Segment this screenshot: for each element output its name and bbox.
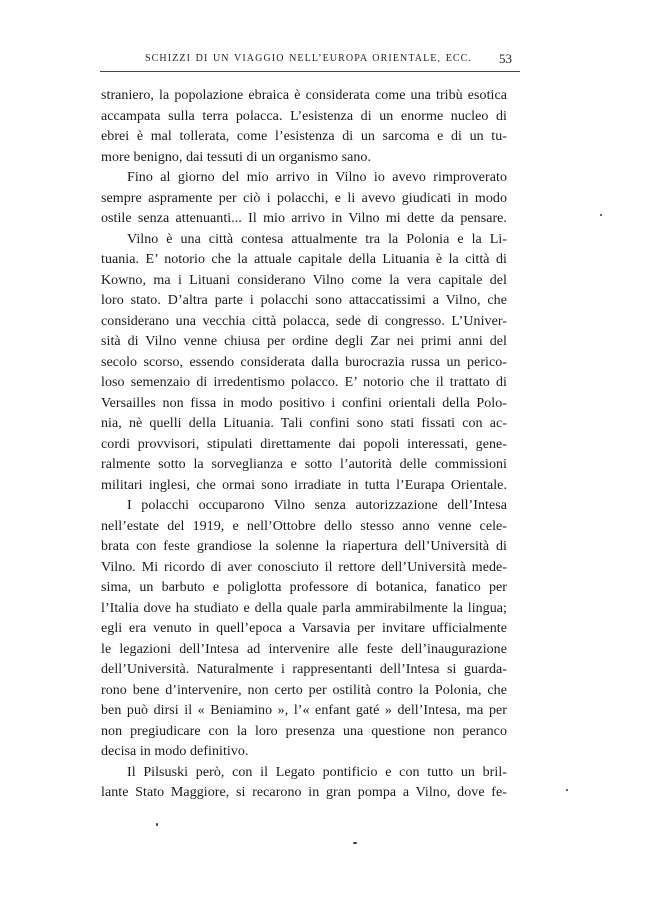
text-line: nell’estate del 1919, e nell’Ottobre dello stesso anno venne cele- <box>101 518 507 534</box>
text-line: Versailles non fissa in modo positivo i confini orientali della Polo- <box>101 395 507 411</box>
text-line: sità di Vilno venne chiusa per ordine degli Zar nei primi anni del <box>101 334 507 349</box>
text-line: Il Pilsuski però, con il Legato pontificio e con tutto un bril- <box>127 764 507 780</box>
text-line: le legazioni dell’Intesa ad intervenire alle feste dell’inaugurazione <box>101 641 507 657</box>
header-rule <box>100 71 520 72</box>
running-title: SCHIZZI DI UN VIAGGIO NELL’EUROPA ORIENTALE, ECC. <box>145 53 473 64</box>
text-line: sima, un barbuto e poliglotta professore di botanica, fanatico per <box>101 580 507 595</box>
text-line: ebrei è mal tollerata, come l’esistenza di un sarcoma e di un tu- <box>101 129 507 144</box>
running-header <box>100 50 520 74</box>
text-line: cordi provvisori, stipulati direttamente dai popoli interessati, gene- <box>101 436 507 452</box>
text-line: considerano una vecchia città polacca, sede di congresso. L’Univer- <box>101 313 507 329</box>
text-line: l’Italia dove ha studiato e della quale parla ammirabilmente la lingua; <box>101 600 507 616</box>
print-speck <box>353 842 357 844</box>
print-speck <box>566 789 568 791</box>
text-line: I polacchi occuparono Vilno senza autorizzazione dell’Intesa <box>127 498 507 513</box>
text-line: sempre aspramente per ciò i polacchi, e li avevo giudicati in modo <box>101 190 507 206</box>
text-line: militari inglesi, che ormai sono irradiate in tutta l’Eurapa Orientale. <box>101 477 507 493</box>
text-line: loso semenzaio di irredentismo polacco. E’ notorio che il trattato di <box>101 375 507 390</box>
text-line: rono bene d’intervenire, non certo per ostilità contro la Polonia, che <box>101 682 507 698</box>
text-line: Vilno è una città contesa attualmente tra la Polonia e la Li- <box>127 231 507 247</box>
text-line: Vilno. Mi ricordo di aver conosciuto il rettore dell’Università mede- <box>101 559 507 575</box>
text-line: straniero, la popolazione ebraica è considerata come una tribù esotica <box>101 88 507 103</box>
page-number: 53 <box>499 51 512 66</box>
text-line: tuania. E’ notorio che la attuale capitale della Lituania è la città di <box>101 252 507 267</box>
text-line: nia, nè quelli della Lituania. Tali confini sono stati fissati con ac- <box>101 416 507 431</box>
text-line: non pregiudicare con la loro presenza una questione non peranco <box>101 723 507 739</box>
body-text <box>101 86 507 804</box>
text-line: brata con feste grandiose la solenne la riapertura dell’Università di <box>101 539 507 554</box>
text-line: ostile senza attenuanti... Il mio arrivo in Vilno mi dette da pensare. <box>101 211 507 226</box>
text-line: ben può dirsi il « Beniamino », l’« enfant gaté » dell’Intesa, ma per <box>101 703 507 718</box>
text-line: loro stato. D’altra parte i polacchi sono attaccatissimi a Vilno, che <box>101 293 507 308</box>
text-line: more benigno, dai tessuti di un organismo sano. <box>101 149 372 165</box>
text-line: Kowno, ma i Lituani considerano Vilno come la vera capitale del <box>101 272 507 288</box>
print-speck <box>156 823 158 826</box>
text-line: dell’Università. Naturalmente i rappresentanti dell’Intesa si guarda- <box>101 662 507 677</box>
text-line: secolo scorso, essendo considerata dalla burocrazia russa un perico- <box>101 354 507 370</box>
text-line: decisa in modo definitivo. <box>101 744 249 759</box>
text-line: ralmente sotto la sorveglianza e sotto l’autorità delle commissioni <box>101 457 507 472</box>
text-line: lante Stato Maggiore, si recarono in gran pompa a Vilno, dove fe- <box>101 785 507 800</box>
print-speck <box>600 214 602 216</box>
text-line: egli era venuto in quell’epoca a Varsavia per invitare ufficialmente <box>101 621 507 636</box>
text-line: Fino al giorno del mio arrivo in Vilno io avevo rimproverato <box>127 170 507 185</box>
text-line: accampata sulla terra polacca. L’esistenza di un enorme nucleo di <box>101 108 507 124</box>
